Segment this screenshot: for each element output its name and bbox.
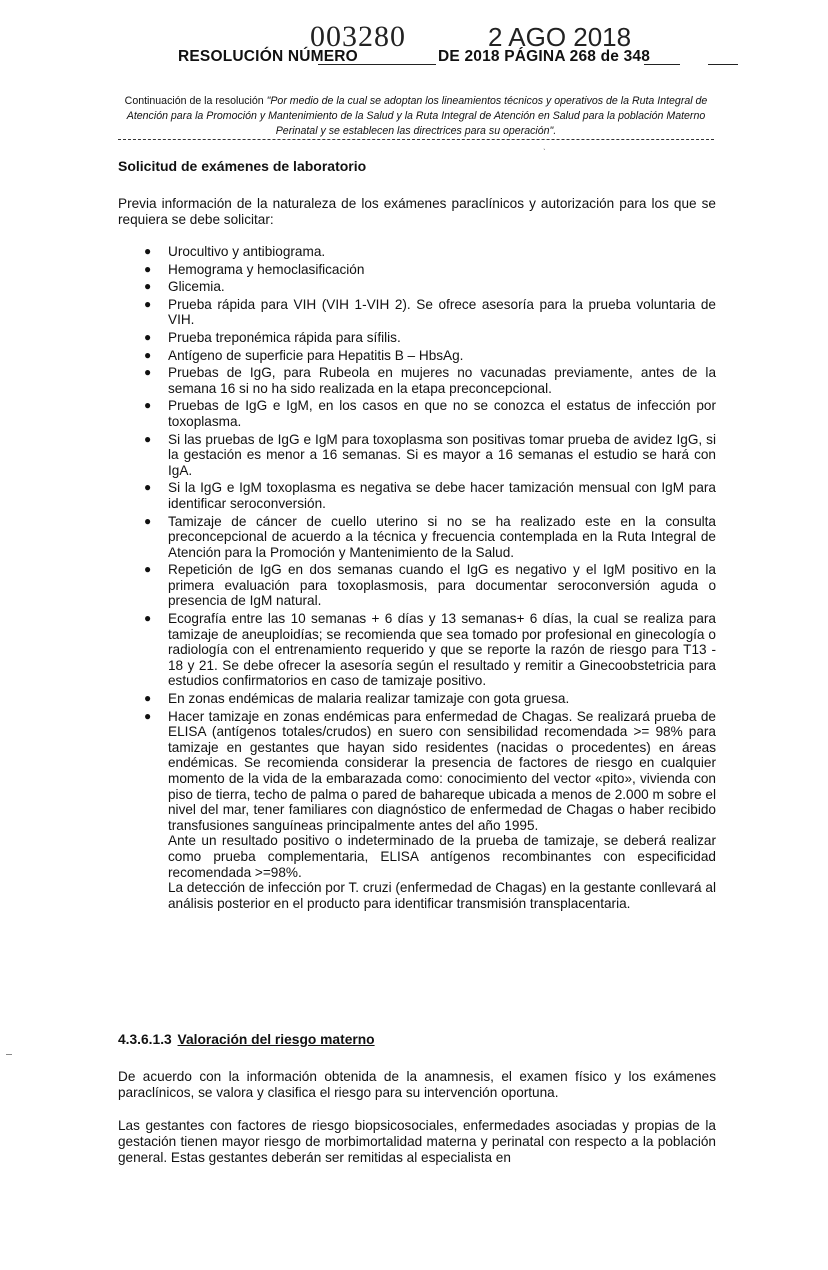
list-item-text: Tamizaje de cáncer de cuello uterino si no se ha realizado este en la consulta preconcepcional de acuerdo a la técnica y frecuencia contemplada en la Ruta Integral de Atención para la Promoción y Mantenimiento de la Salud. <box>168 513 716 560</box>
list-item <box>118 480 716 511</box>
list-item <box>118 297 716 328</box>
list-item-continuation: Ante un resultado positivo o indeterminado de la prueba de tamizaje, se deberá realizar como prueba complementaria, ELISA antígenos recombinantes con especificidad recomendada >=98%. <box>168 833 716 880</box>
bullet-icon: ● <box>144 611 152 626</box>
list-item-text: Prueba treponémica rápida para sífilis. <box>168 329 401 345</box>
list-item <box>118 330 716 346</box>
subsection-number: 4.3.6.1.3 <box>118 1032 172 1047</box>
list-item-continuation: La detección de infección por T. cruzi (enfermedad de Chagas) en la gestante conllevará al análisis posterior en el producto para identificar transmisión transplacentaria. <box>168 880 716 911</box>
bullet-icon: ● <box>144 398 152 413</box>
subsection-heading <box>118 1032 375 1047</box>
number-underline <box>318 64 436 65</box>
scan-mark: ˎ <box>543 140 546 150</box>
bullet-icon: ● <box>144 244 152 258</box>
list-item-text: Glicemia. <box>168 279 225 295</box>
total-underline <box>708 64 738 65</box>
section-intro: Previa información de la naturaleza de los exámenes paraclínicos y autorización para los que se requiera se debe solicitar: <box>118 196 716 227</box>
list-item <box>118 562 716 609</box>
bullet-icon: ● <box>144 347 152 362</box>
list-item <box>118 709 716 912</box>
list-item-text: Si la IgG e IgM toxoplasma es negativa se debe hacer tamización mensual con IgM para identificar seroconversión. <box>168 480 716 511</box>
list-item-text: Hemograma y hemoclasificación <box>168 261 365 277</box>
lab-tests-list <box>118 244 716 913</box>
list-item-text: Urocultivo y antibiograma. <box>168 244 326 259</box>
page-underline <box>644 64 680 65</box>
margin-mark <box>6 1054 12 1055</box>
bullet-icon: ● <box>144 708 152 723</box>
list-item <box>118 244 716 260</box>
dashed-divider <box>118 139 714 140</box>
continuation-prefix: Continuación de la resolución <box>124 95 267 107</box>
list-item <box>118 348 716 364</box>
list-item <box>118 432 716 479</box>
subsection-title: Valoración del riesgo materno <box>177 1032 375 1047</box>
date-stamp: 2 AGO 2018 <box>488 22 632 52</box>
continuation-text: "Por medio de la cual se adoptan los lineamientos técnicos y operativos de la Ruta Integral de Atención para la Promoción y Mantenimiento de la Salud y la Ruta Integral de Atención en Salud para la población Materno Perinatal y se establecen las directrices para su operación". <box>126 95 708 137</box>
list-item-text: Hacer tamizaje en zonas endémicas para enfermedad de Chagas. Se realizará prueba de ELISA (antígenos totales/crudos) en suero con sensibilidad recomendada >= 98% para tamizaje en gestantes que hayan sido residentes (nacidas o procedentes) en áreas endémicas. Se recomienda considerar la presencia de factores de riesgo en cualquier momento de la vida de la embarazada como: conocimiento del vector «pito», vivienda con piso de tierra, techo de palma o pared de bahareque ubicada a menos de 2.000 m sobre el nivel del mar, tener familiares con diagnóstico de enfermedad de Chagas o haber recibido transfusiones sanguíneas principalmente antes del año 1995. <box>168 708 716 833</box>
bullet-icon: ● <box>144 279 152 294</box>
list-item-text: Repetición de IgG en dos semanas cuando el IgG es negativo y el IgM positivo en la primera evaluación para toxoplasmosis, para documentar seroconversión aguda o presencia de IgM natural. <box>168 562 716 609</box>
resolution-label: RESOLUCIÓN NÚMERO <box>178 48 358 65</box>
list-item-text: Ecografía entre las 10 semanas + 6 días y 13 semanas+ 6 días, la cual se realiza para tamizaje de aneuploidías; se recomienda que sea tomado por profesional en ginecología o radiología con el entrenamiento requerido y que se reporte la razón de riesgo para T13 - 18 y 21. Se debe ofrecer la asesoría según el resultado y remitir a Ginecoobstetricia para estudios confirmatorios en caso de tamizaje positivo. <box>168 611 716 689</box>
bullet-icon: ● <box>144 365 152 380</box>
list-item <box>118 262 716 278</box>
bullet-icon: ● <box>144 296 152 311</box>
list-item <box>118 279 716 295</box>
bullet-icon: ● <box>144 513 152 528</box>
paragraph-risk-assessment: De acuerdo con la información obtenida de la anamnesis, el examen físico y los exámenes paraclínicos, se valora y clasifica el riesgo para su intervención oportuna. <box>118 1069 716 1100</box>
page-label: DE 2018 PÁGINA 268 de 348 <box>438 48 651 65</box>
list-item-text: Antígeno de superficie para Hepatitis B – HbsAg. <box>168 347 464 363</box>
resolution-header <box>178 20 738 66</box>
list-item-text: Prueba rápida para VIH (VIH 1-VIH 2). Se ofrece asesoría para la prueba voluntaria de VIH. <box>168 296 716 328</box>
resolution-number-stamp: 003280 <box>310 20 406 53</box>
list-item <box>118 514 716 561</box>
section-title: Solicitud de exámenes de laboratorio <box>118 158 367 174</box>
list-item-text: Pruebas de IgG e IgM, en los casos en que no se conozca el estatus de infección por toxoplasma. <box>168 398 716 429</box>
bullet-icon: ● <box>144 261 152 276</box>
bullet-icon: ● <box>144 691 152 706</box>
list-item <box>118 611 716 689</box>
bullet-icon: ● <box>144 480 152 495</box>
list-item-text: Pruebas de IgG, para Rubeola en mujeres no vacunadas previamente, antes de la semana 16 si no ha sido realizada en la etapa preconcepcional. <box>168 365 716 396</box>
paragraph-risk-factors: Las gestantes con factores de riesgo biopsicosociales, enfermedades asociadas y propias de la gestación tienen mayor riesgo de morbimortalidad materna y perinatal con respecto a la población general. Estas gestantes deberán ser remitidas al especialista en <box>118 1118 716 1165</box>
bullet-icon: ● <box>144 562 152 577</box>
list-item <box>118 365 716 396</box>
list-item <box>118 691 716 707</box>
bullet-icon: ● <box>144 329 152 344</box>
bullet-icon: ● <box>144 431 152 446</box>
list-item <box>118 398 716 429</box>
continuation-note <box>118 94 714 139</box>
list-item-text: Si las pruebas de IgG e IgM para toxoplasma son positivas tomar prueba de avidez IgG, si la gestación es menor a 16 semanas. Si es mayor a 16 semanas el estudio se hará con IgA. <box>168 431 716 478</box>
list-item-text: En zonas endémicas de malaria realizar tamizaje con gota gruesa. <box>168 691 570 707</box>
